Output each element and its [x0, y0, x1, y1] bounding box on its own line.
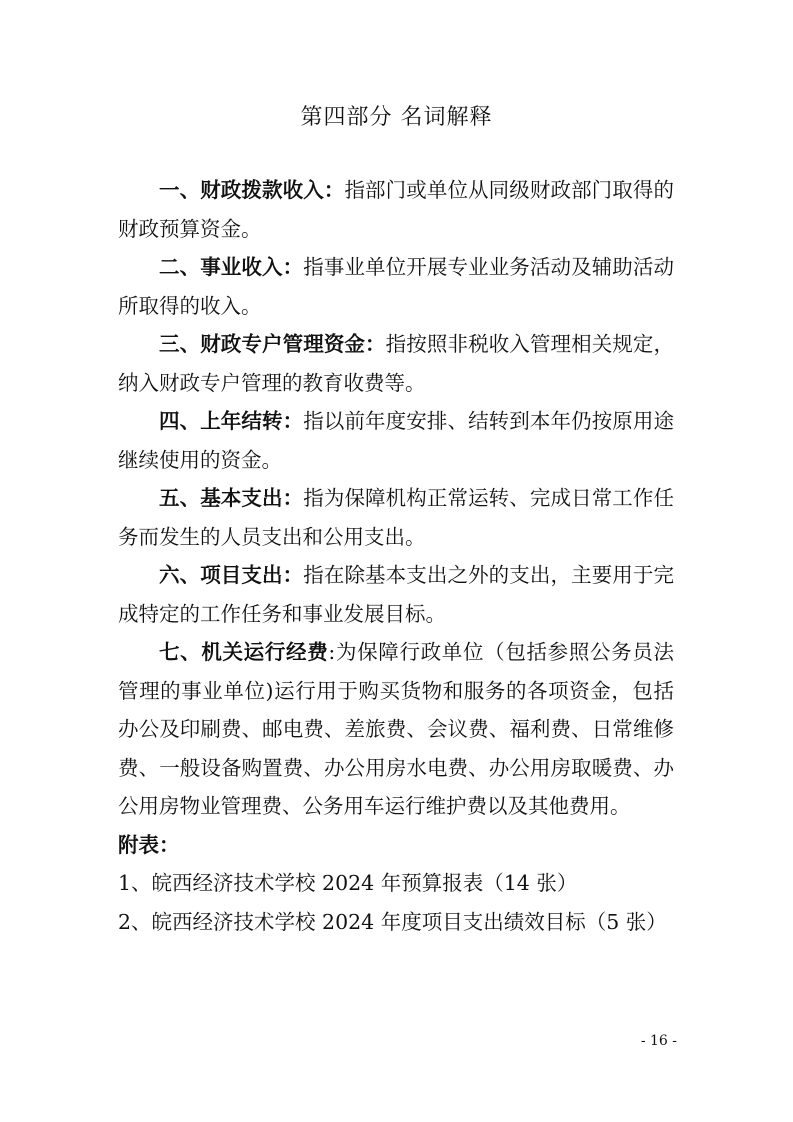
definition-text: 指为保障机构正常运转、完成日常工作任务而发生的人员支出和公用支出。	[118, 486, 675, 549]
definition-4	[118, 402, 674, 479]
definition-2	[118, 248, 674, 325]
attachment-item-2: 2、皖西经济技术学校 2024 年度项目支出绩效目标（5 张）	[118, 909, 667, 934]
definition-text: 指事业单位开展专业业务活动及辅助活动所取得的收入。	[118, 255, 675, 318]
definition-term: 三、财政专户管理资金：	[159, 332, 386, 356]
page-number: - 16 -	[640, 1033, 677, 1049]
definition-term: 四、上年结转：	[159, 409, 304, 433]
definition-text: 指按照非税收入管理相关规定，纳入财政专户管理的教育收费等。	[118, 332, 675, 395]
definition-term: 七、机关运行经费	[159, 640, 329, 664]
definition-3	[118, 325, 674, 402]
definition-term: 六、项目支出：	[159, 563, 304, 587]
definition-5	[118, 479, 674, 556]
definition-term: 一、财政拨款收入：	[159, 178, 345, 202]
definition-term: 五、基本支出：	[159, 486, 304, 510]
definition-text: 指在除基本支出之外的支出，主要用于完成特定的工作任务和事业发展目标。	[118, 563, 675, 626]
attachments-heading: 附表：	[118, 832, 180, 857]
attachment-item-1: 1、皖西经济技术学校 2024 年预算报表（14 张）	[118, 871, 578, 895]
document-body	[118, 171, 674, 941]
definition-term: 二、事业收入：	[159, 255, 304, 279]
definition-text: :为保障行政单位（包括参照公务员法管理的事业单位)运行用于购买货物和服务的各项资金，包括办公及印刷费、邮电费、差旅费、会议费、福利费、日常维修费、一般设备购置费、办公用房水电费、办公用房取暖费、办公用房物业管理费、公务用车运行维护费以及其他费用。	[118, 640, 675, 818]
definition-1	[118, 171, 674, 248]
definition-7	[118, 633, 674, 826]
page-title: 第四部分 名词解释	[300, 105, 493, 130]
definition-6	[118, 556, 674, 633]
definition-text: 指部门或单位从同级财政部门取得的财政预算资金。	[118, 178, 674, 241]
definition-text: 指以前年度安排、结转到本年仍按原用途继续使用的资金。	[118, 409, 675, 472]
